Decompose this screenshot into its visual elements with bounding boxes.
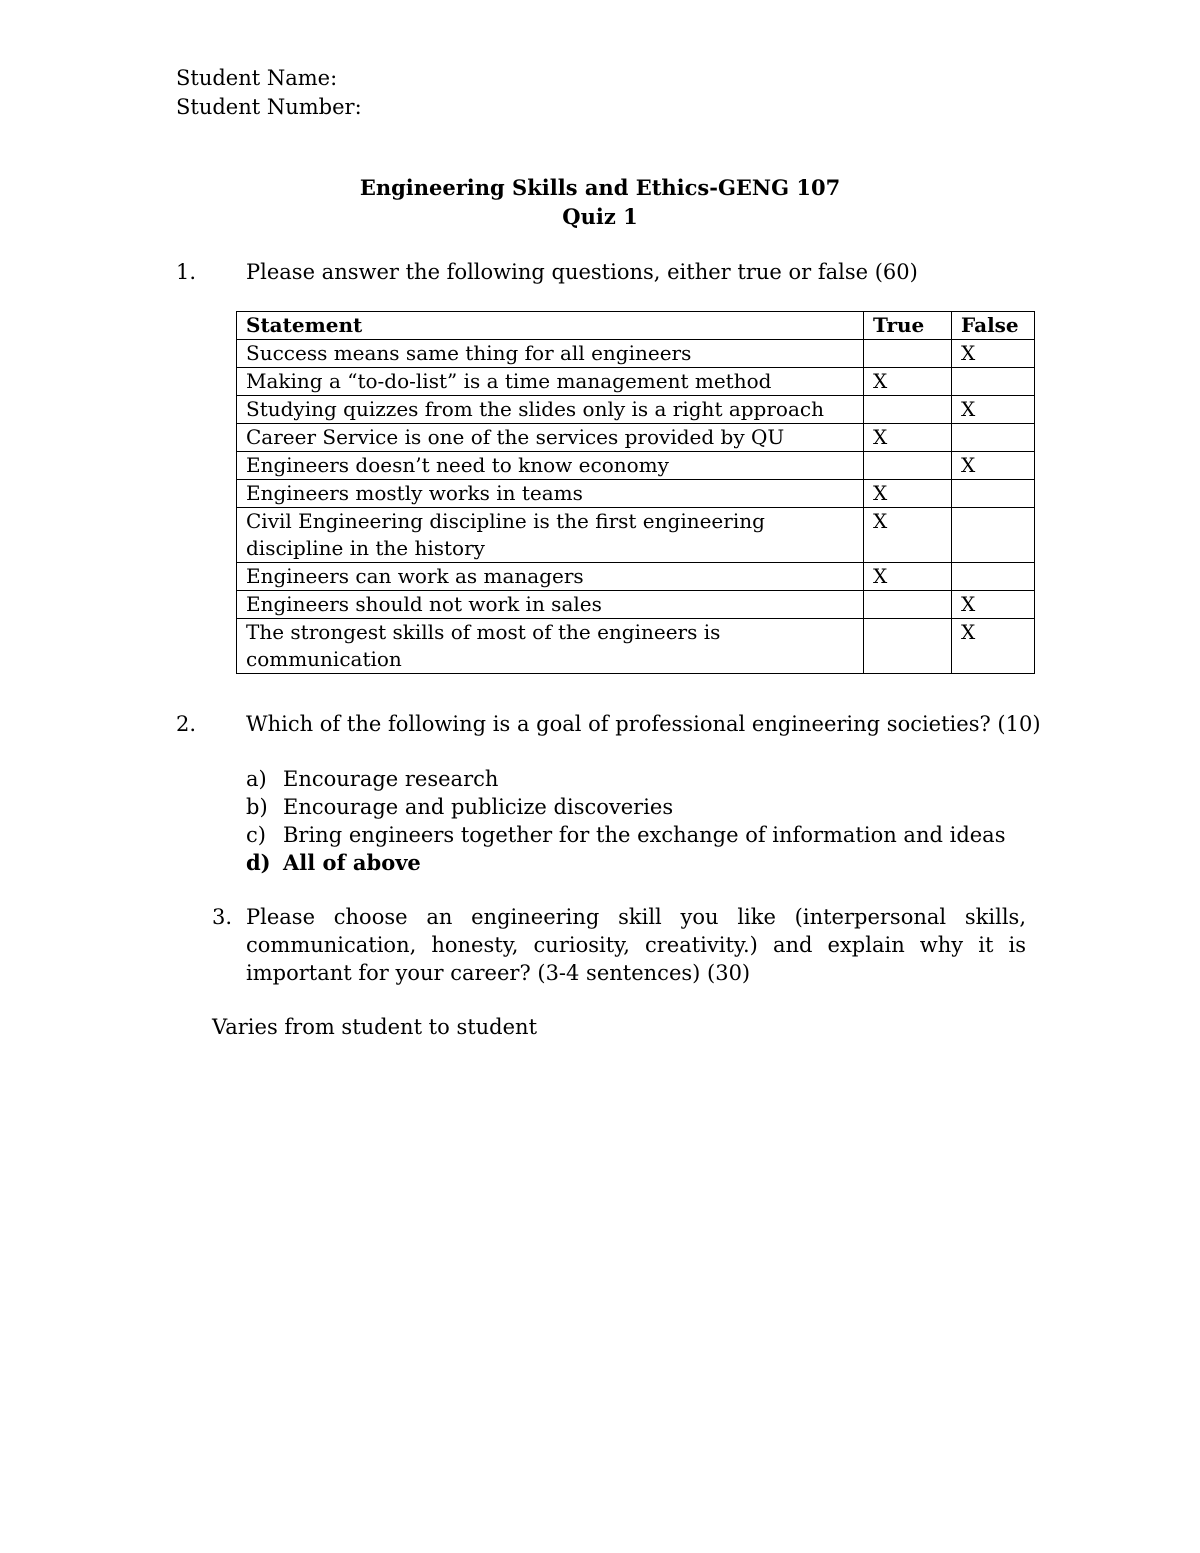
option-a bbox=[246, 765, 1005, 793]
false-cell bbox=[952, 424, 1035, 452]
statement-cell: Engineers should not work in sales bbox=[237, 591, 864, 619]
option-b bbox=[246, 793, 1005, 821]
table-row bbox=[237, 424, 1035, 452]
table-row bbox=[237, 368, 1035, 396]
student-name-label: Student Name: bbox=[176, 66, 338, 90]
student-info bbox=[176, 64, 362, 122]
option-text: Bring engineers together for the exchange of information and ideas bbox=[283, 823, 1006, 847]
table-row bbox=[237, 591, 1035, 619]
true-cell: X bbox=[864, 563, 952, 591]
statement-cell: Success means same thing for all engineers bbox=[237, 340, 864, 368]
false-cell: X bbox=[952, 340, 1035, 368]
question-3-number: 3. bbox=[212, 905, 233, 929]
statement-cell: Making a “to-do-list” is a time management method bbox=[237, 368, 864, 396]
true-cell: X bbox=[864, 368, 952, 396]
quiz-header bbox=[0, 173, 1200, 231]
true-cell bbox=[864, 619, 952, 674]
table-row bbox=[237, 508, 1035, 563]
header-false: False bbox=[952, 312, 1035, 340]
option-d-correct bbox=[246, 849, 1005, 877]
statement-cell: Civil Engineering discipline is the first engineering discipline in the history bbox=[237, 508, 864, 563]
option-c bbox=[246, 821, 1005, 849]
false-cell bbox=[952, 563, 1035, 591]
statement-cell: Engineers can work as managers bbox=[237, 563, 864, 591]
table-header-row bbox=[237, 312, 1035, 340]
option-text: Encourage research bbox=[283, 767, 499, 791]
true-cell bbox=[864, 591, 952, 619]
statement-cell: The strongest skills of most of the engineers is communication bbox=[237, 619, 864, 674]
table-row bbox=[237, 563, 1035, 591]
false-cell: X bbox=[952, 396, 1035, 424]
quiz-title: Quiz 1 bbox=[562, 204, 638, 229]
question-2-text: Which of the following is a goal of professional engineering societies? (10) bbox=[246, 712, 1041, 736]
false-cell bbox=[952, 368, 1035, 396]
false-cell: X bbox=[952, 452, 1035, 480]
true-cell bbox=[864, 452, 952, 480]
table-row bbox=[237, 480, 1035, 508]
true-cell bbox=[864, 340, 952, 368]
table-row bbox=[237, 452, 1035, 480]
question-3-answer: Varies from student to student bbox=[212, 1015, 538, 1039]
statement-cell: Career Service is one of the services provided by QU bbox=[237, 424, 864, 452]
question-2-number: 2. bbox=[176, 712, 197, 736]
table-row bbox=[237, 340, 1035, 368]
statement-cell: Studying quizzes from the slides only is a right approach bbox=[237, 396, 864, 424]
header-true: True bbox=[864, 312, 952, 340]
false-cell bbox=[952, 508, 1035, 563]
option-letter: b) bbox=[246, 795, 268, 819]
question-1-text: Please answer the following questions, either true or false (60) bbox=[246, 260, 918, 284]
true-cell bbox=[864, 396, 952, 424]
false-cell: X bbox=[952, 591, 1035, 619]
student-number-label: Student Number: bbox=[176, 95, 362, 119]
option-letter: a) bbox=[246, 767, 267, 791]
question-1-number: 1. bbox=[176, 260, 197, 284]
statement-cell: Engineers mostly works in teams bbox=[237, 480, 864, 508]
course-title: Engineering Skills and Ethics-GENG 107 bbox=[359, 175, 841, 200]
statement-cell: Engineers doesn’t need to know economy bbox=[237, 452, 864, 480]
false-cell bbox=[952, 480, 1035, 508]
question-3-text: Please choose an engineering skill you like (interpersonal skills, communication, honesty, curiosity, creativity.) and explain why it is important for your career? (3-4 sentences) (30) bbox=[246, 905, 1026, 985]
table-row bbox=[237, 619, 1035, 674]
table-row bbox=[237, 396, 1035, 424]
header-statement: Statement bbox=[237, 312, 864, 340]
true-cell: X bbox=[864, 424, 952, 452]
option-letter: d) bbox=[246, 850, 271, 875]
true-cell: X bbox=[864, 508, 952, 563]
false-cell: X bbox=[952, 619, 1035, 674]
true-false-table bbox=[236, 311, 1035, 674]
option-letter: c) bbox=[246, 823, 266, 847]
option-text: Encourage and publicize discoveries bbox=[283, 795, 674, 819]
true-cell: X bbox=[864, 480, 952, 508]
question-2-options bbox=[246, 765, 1005, 877]
option-text: All of above bbox=[283, 850, 421, 875]
